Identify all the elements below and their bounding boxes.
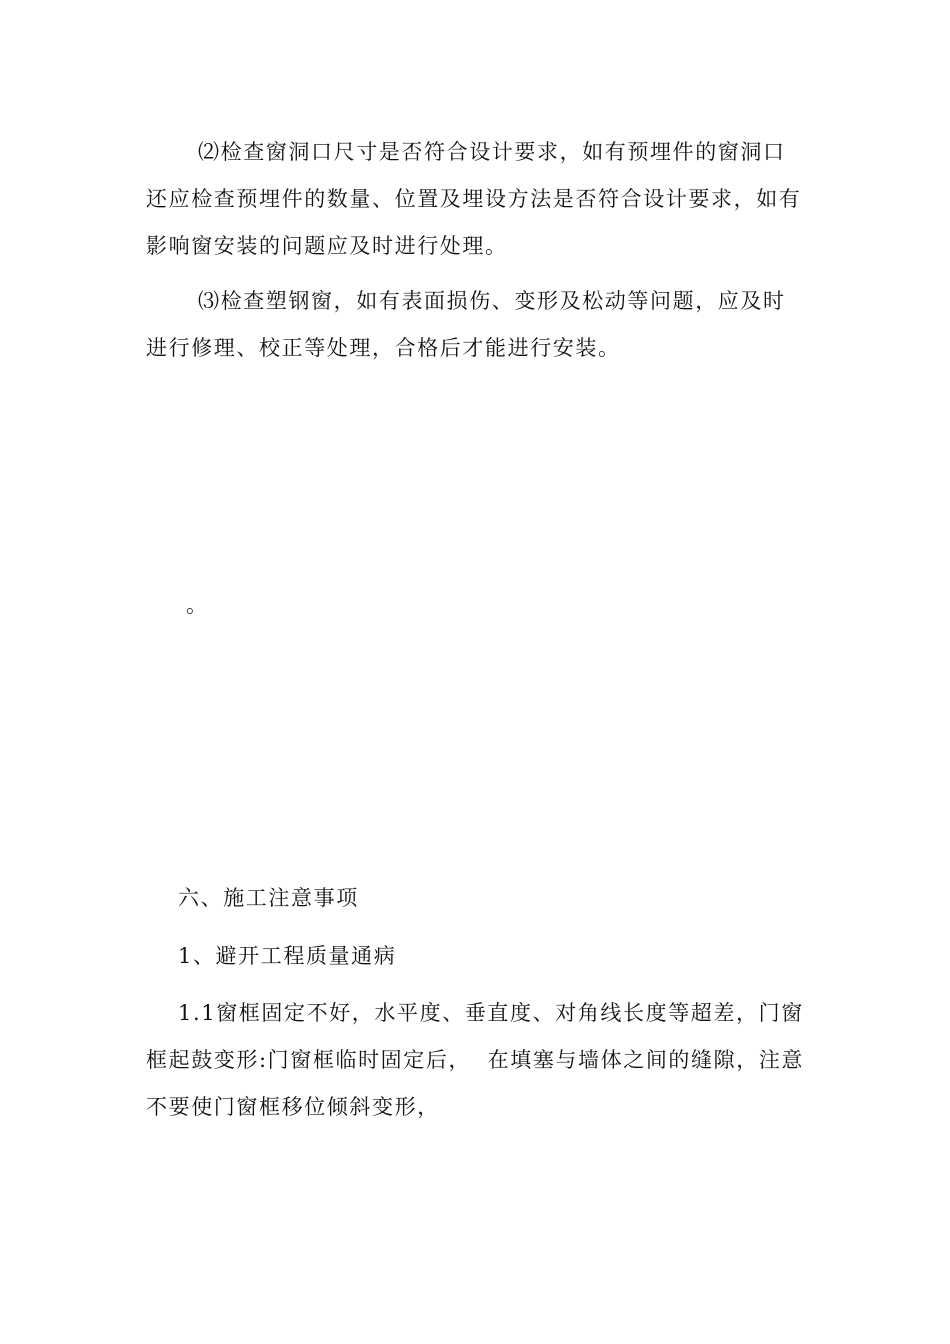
paragraph-line: ⑶检查塑钢窗，如有表面损伤、变形及松动等问题，应及时 [198, 289, 786, 313]
subsection-heading: 1、避开工程质量通病 [178, 944, 397, 968]
paragraph-line: 1.1窗框固定不好，水平度、垂直度、对角线长度等超差，门窗 [178, 1001, 804, 1025]
paragraph-line: 影响窗安装的问题应及时进行处理。 [146, 234, 508, 258]
paragraph-line: 还应检查预埋件的数量、位置及埋设方法是否符合设计要求，如有 [146, 187, 802, 211]
paragraph-line: 进行修理、校正等处理，合格后才能进行安装。 [146, 336, 621, 360]
section-heading: 六、施工注意事项 [178, 886, 359, 910]
paragraph-1-1 [146, 990, 806, 1131]
paragraph-item-2 [146, 129, 806, 270]
paragraph-item-3 [146, 278, 806, 372]
stray-punctuation: 。 [186, 593, 207, 617]
paragraph-line: 框起鼓变形:门窗框临时固定后， 在填塞与墙体之间的缝隙，注意 [146, 1048, 805, 1072]
paragraph-line: 不要使门窗框移位倾斜变形， [146, 1095, 440, 1119]
paragraph-line: ⑵检查窗洞口尺寸是否符合设计要求，如有预埋件的窗洞口 [198, 140, 786, 164]
